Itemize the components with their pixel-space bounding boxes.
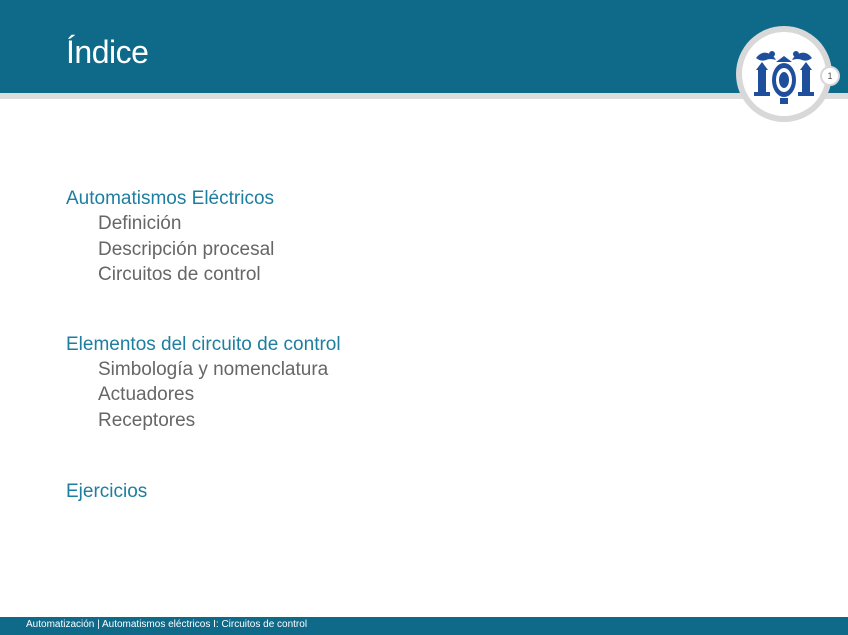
toc-item: Definición bbox=[98, 213, 182, 234]
slide-title: Índice bbox=[66, 34, 149, 70]
toc-section-automatismos bbox=[66, 186, 666, 288]
toc-item: Receptores bbox=[98, 409, 196, 431]
page-number-badge: 1 bbox=[820, 66, 840, 86]
toc-item: Actuadores bbox=[98, 384, 195, 405]
footer-text: Automatización | Automatismos eléctricos I: Circuitos de control bbox=[26, 619, 308, 630]
toc-item: Descripción procesal bbox=[98, 238, 275, 260]
toc-item: Simbología y nomenclatura bbox=[98, 358, 329, 380]
toc-section-ejercicios bbox=[66, 479, 666, 504]
toc-section-title: Ejercicios bbox=[66, 481, 148, 502]
toc-section-title: Elementos del circuito de control bbox=[66, 333, 341, 355]
toc-section-title: Automatismos Eléctricos bbox=[66, 188, 275, 209]
toc-item: Circuitos de control bbox=[98, 264, 261, 285]
university-logo bbox=[736, 26, 832, 122]
university-crest-icon bbox=[742, 32, 826, 116]
table-of-contents bbox=[66, 186, 666, 504]
header-divider bbox=[0, 93, 848, 99]
toc-section-elementos bbox=[66, 332, 666, 434]
